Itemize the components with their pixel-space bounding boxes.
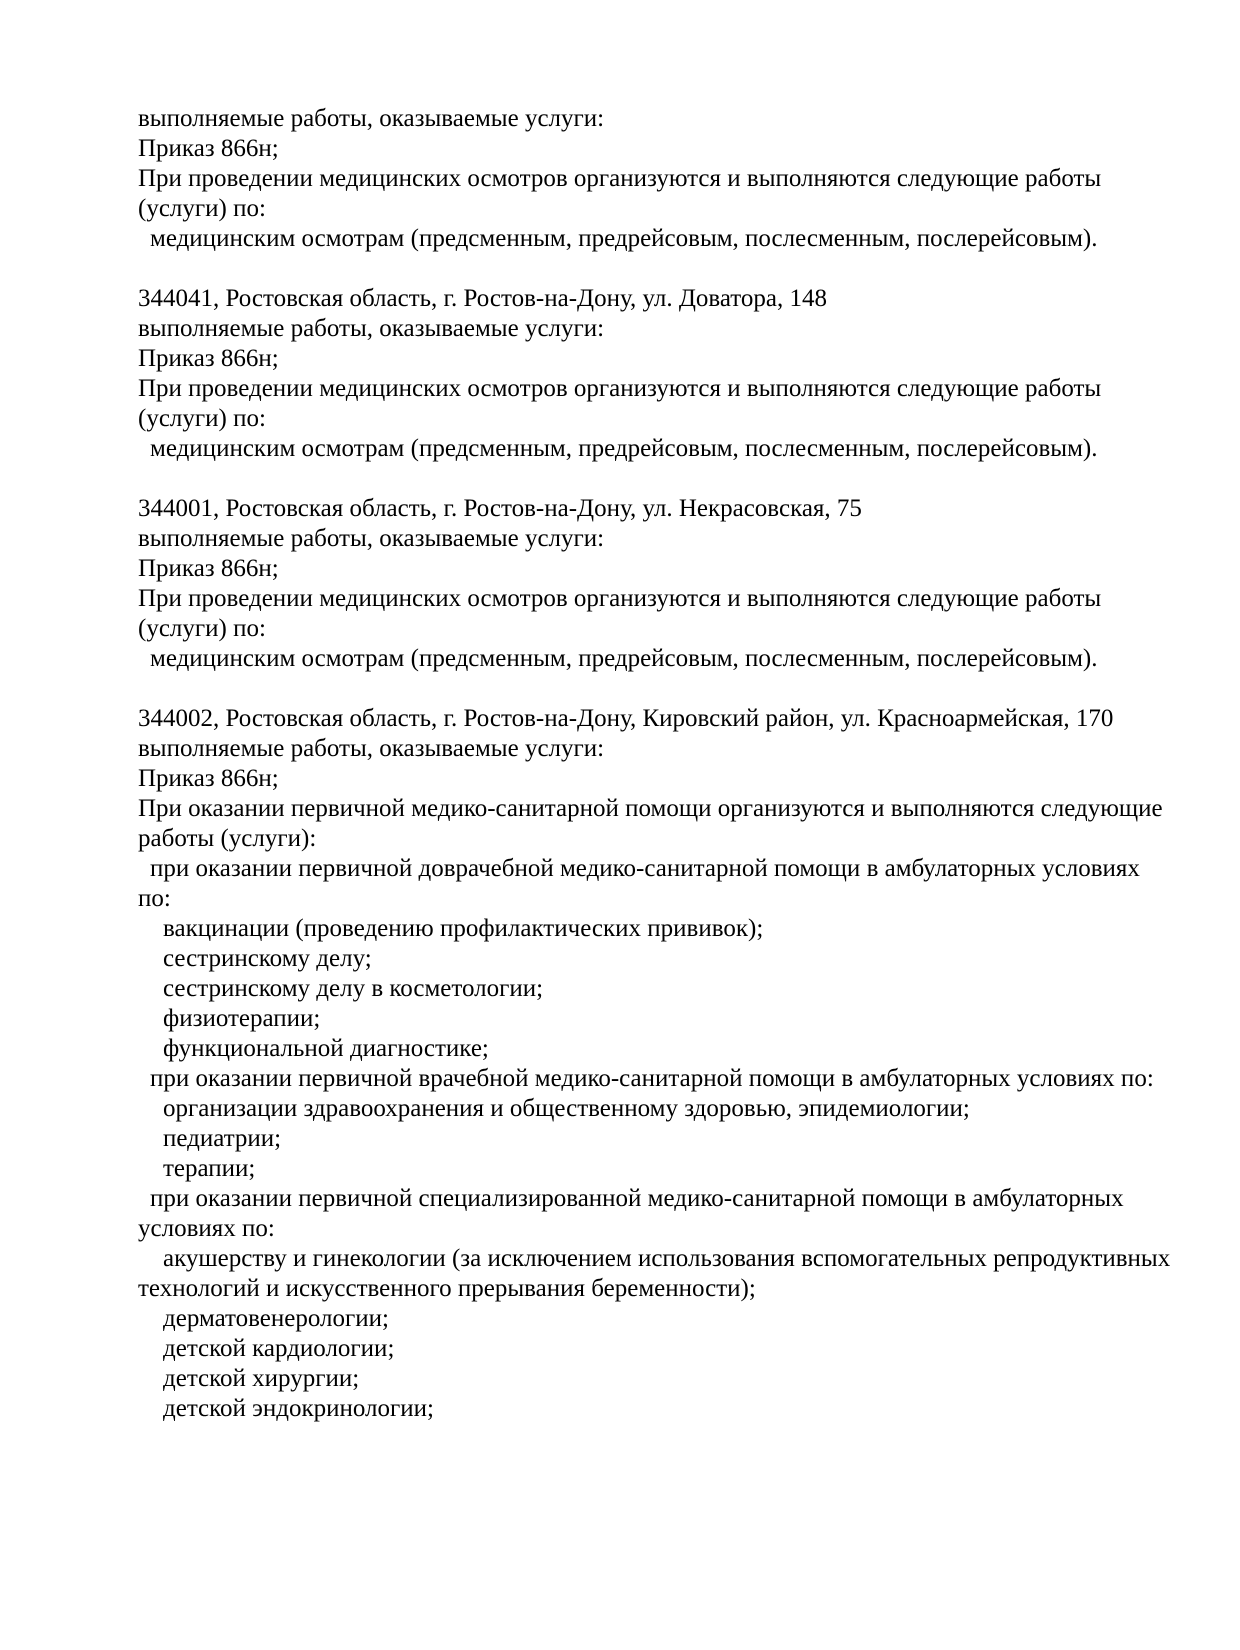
text-line: детской хирургии;: [163, 1365, 360, 1392]
text-line: акушерству и гинекологии (за исключением использования вспомогательных репродуктивных: [163, 1245, 1171, 1272]
text-line: функциональной диагностике;: [163, 1035, 489, 1062]
text-line: 344002, Ростовская область, г. Ростов-на-Дону, Кировский район, ул. Красноармейская, 170: [138, 705, 1114, 732]
text-line: работы (услуги):: [138, 825, 317, 852]
text-line: детской эндокринологии;: [163, 1395, 434, 1422]
text-line: педиатрии;: [163, 1125, 282, 1152]
text-line: (услуги) по:: [138, 615, 266, 642]
text-line: при оказании первичной врачебной медико-санитарной помощи в амбулаторных условиях по:: [150, 1065, 1154, 1092]
text-line: вакцинации (проведению профилактических прививок);: [163, 915, 764, 942]
text-line: (услуги) по:: [138, 405, 266, 432]
text-line: При проведении медицинских осмотров организуются и выполняются следующие работы: [138, 165, 1102, 192]
text-line: детской кардиологии;: [163, 1335, 395, 1362]
services-block-continued: [138, 104, 1200, 254]
text-line: медицинским осмотрам (предсменным, предрейсовым, послесменным, послерейсовым).: [150, 225, 1098, 252]
text-line: Приказ 866н;: [138, 135, 279, 162]
text-line: 344001, Ростовская область, г. Ростов-на-Дону, ул. Некрасовская, 75: [138, 495, 862, 522]
text-line: организации здравоохранения и общественному здоровью, эпидемиологии;: [163, 1095, 970, 1122]
text-line: дерматовенерологии;: [163, 1305, 389, 1332]
text-line: (услуги) по:: [138, 195, 266, 222]
address-block-344001: [138, 494, 1200, 674]
address-block-344002: [138, 704, 1200, 1424]
text-line: При оказании первичной медико-санитарной помощи организуются и выполняются следующие: [138, 795, 1163, 822]
text-line: физиотерапии;: [163, 1005, 321, 1032]
text-line: выполняемые работы, оказываемые услуги:: [138, 735, 605, 762]
text-line: При проведении медицинских осмотров организуются и выполняются следующие работы: [138, 585, 1102, 612]
text-line: условиях по:: [138, 1215, 275, 1242]
text-line: при оказании первичной доврачебной медико-санитарной помощи в амбулаторных условиях: [150, 855, 1140, 882]
text-line: Приказ 866н;: [138, 765, 279, 792]
text-line: При проведении медицинских осмотров организуются и выполняются следующие работы: [138, 375, 1102, 402]
text-line: сестринскому делу в косметологии;: [163, 975, 544, 1002]
address-block-344041: [138, 284, 1200, 464]
text-line: по:: [138, 885, 171, 912]
text-line: при оказании первичной специализированной медико-санитарной помощи в амбулаторных: [150, 1185, 1124, 1212]
text-line: сестринскому делу;: [163, 945, 372, 972]
text-line: Приказ 866н;: [138, 345, 279, 372]
text-line: медицинским осмотрам (предсменным, предрейсовым, послесменным, послерейсовым).: [150, 435, 1098, 462]
text-line: терапии;: [163, 1155, 256, 1182]
text-line: 344041, Ростовская область, г. Ростов-на-Дону, ул. Доватора, 148: [138, 285, 827, 312]
text-line: выполняемые работы, оказываемые услуги:: [138, 315, 605, 342]
text-line: технологий и искусственного прерывания беременности);: [138, 1275, 756, 1302]
text-line: Приказ 866н;: [138, 555, 279, 582]
text-line: медицинским осмотрам (предсменным, предрейсовым, послесменным, послерейсовым).: [150, 645, 1098, 672]
text-line: выполняемые работы, оказываемые услуги:: [138, 525, 605, 552]
text-line: выполняемые работы, оказываемые услуги:: [138, 105, 605, 132]
